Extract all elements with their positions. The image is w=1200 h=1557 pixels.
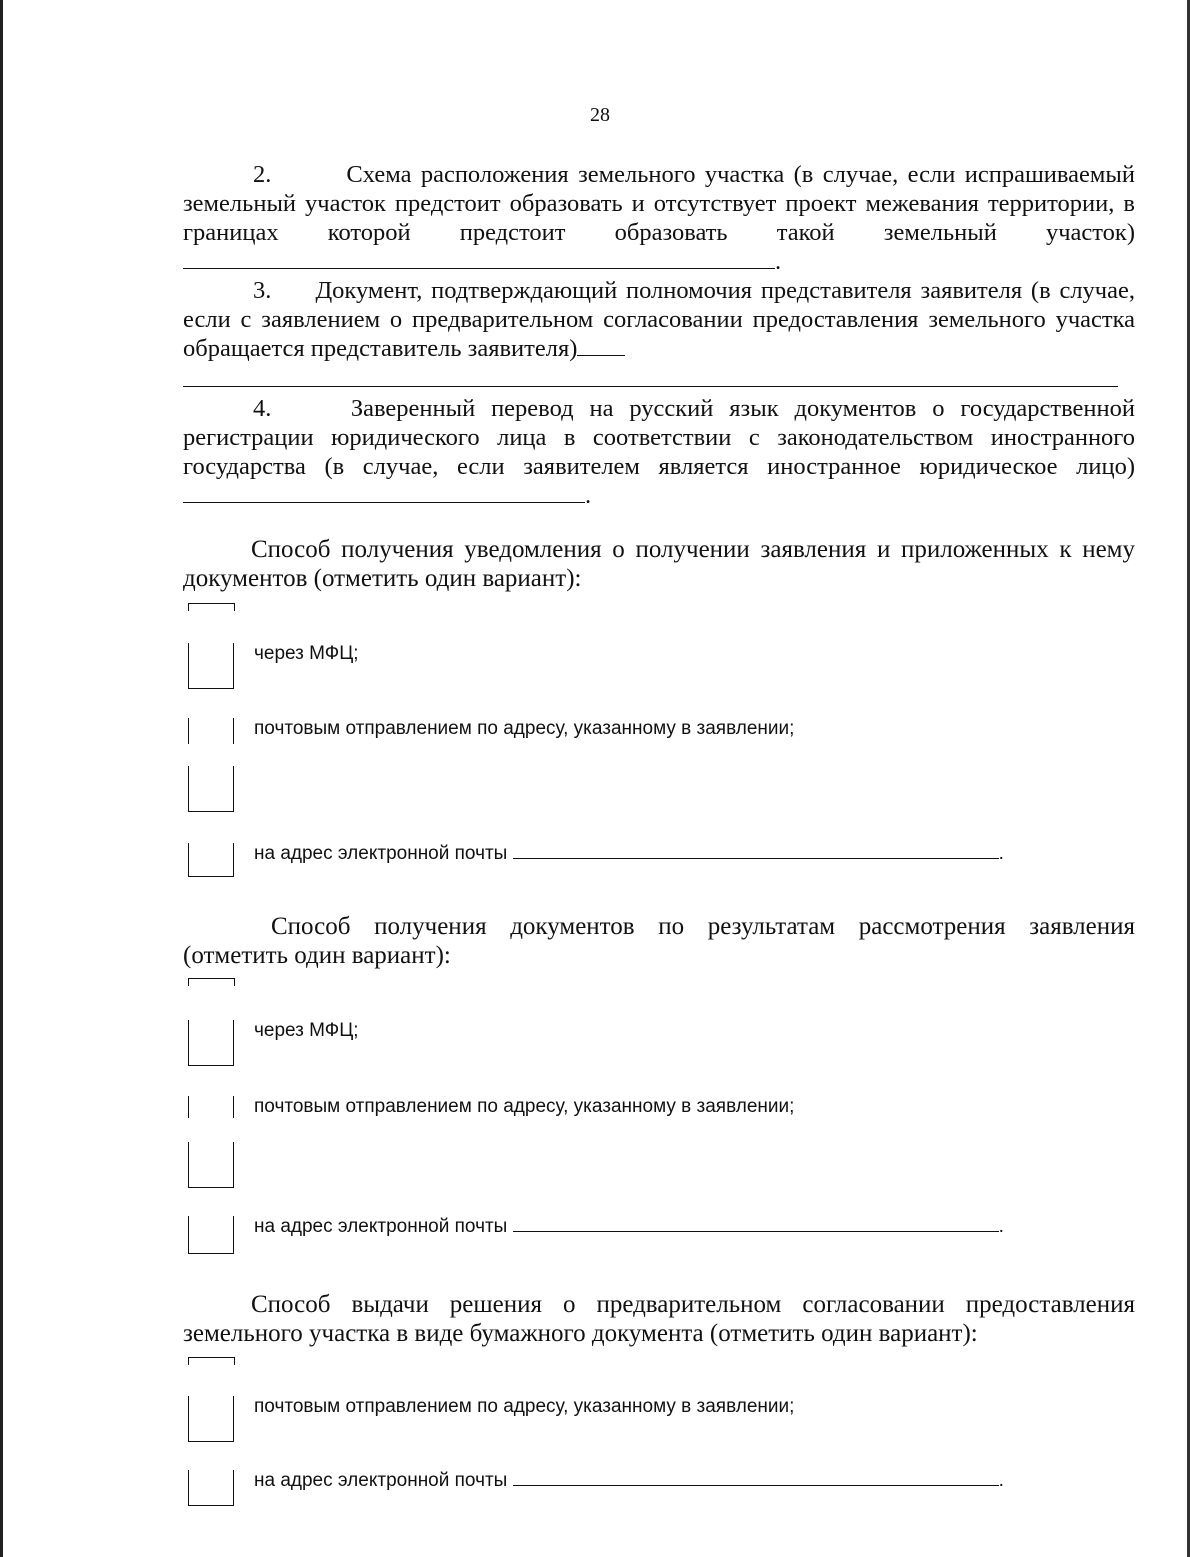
email-input-line[interactable] xyxy=(513,844,999,859)
fill-in-line[interactable] xyxy=(577,337,625,356)
fill-in-line[interactable] xyxy=(183,250,775,269)
list-item-3: 3. Документ, подтверждающий полномочия представителя заявителя (в случае, если с заявлением о предварительном согласовании предоставления земельного участка обращается представитель заявителя) xyxy=(183,277,1135,362)
checkbox[interactable] xyxy=(188,718,234,744)
list-item-text: Схема расположения земельного участка (в случае, если испрашиваемый земельный участок предстоит образовать и отсутствует проект межевания территории, в границах которой предстоит образовать такой земельный участок) xyxy=(183,161,1135,246)
checkbox[interactable] xyxy=(188,1470,234,1506)
email-input-line[interactable] xyxy=(513,1471,999,1486)
checkbox[interactable] xyxy=(188,643,234,689)
list-item-text: Заверенный перевод на русский язык документов о государственной регистрации юридического лица в соответствии с законодательством иностранного государства (в случае, если заявителем является иностранное юридическое лицо) xyxy=(183,395,1136,480)
checkbox[interactable] xyxy=(188,1142,234,1188)
page-number: 28 xyxy=(590,104,610,126)
checkbox[interactable] xyxy=(188,1020,234,1066)
fill-in-line[interactable] xyxy=(183,484,585,503)
checkbox-top-edge xyxy=(188,603,235,611)
fill-in-line-continuation[interactable] xyxy=(183,386,1118,387)
page-edge-left xyxy=(0,0,3,1557)
list-item-2: 2. Схема расположения земельного участка (в случае, если испрашиваемый земельный участок предстоит образовать и отсутствует проект межевания территории, в границах которой предстоит образовать такой земельный участок). xyxy=(183,161,1135,275)
section-heading-decision-issue-method: Способ выдачи решения о предварительном согласовании предоставления земельного участка в виде бумажного документа (отметить один вариант): xyxy=(183,1291,1135,1347)
checkbox[interactable] xyxy=(188,1396,234,1442)
checkbox-top-edge xyxy=(188,978,235,986)
list-item-text: Документ, подтверждающий полномочия представителя заявителя (в случае, если с заявлением о предварительном согласовании предоставления земельного участка обращается представитель заявителя) xyxy=(183,277,1135,362)
checkbox[interactable] xyxy=(188,843,234,877)
checkbox[interactable] xyxy=(188,1096,234,1118)
list-item-4: 4. Заверенный перевод на русский язык документов о государственной регистрации юридического лица в соответствии с законодательством иностранного государства (в случае, если заявителем является иностранное юридическое лицо). xyxy=(183,395,1136,509)
email-input-line[interactable] xyxy=(513,1217,999,1232)
checkbox[interactable] xyxy=(188,1216,234,1254)
section-heading-notification-method: Способ получения уведомления о получении заявления и приложенных к нему документов (отметить один вариант): xyxy=(183,536,1135,592)
page-edge-right xyxy=(1187,0,1190,1557)
checkbox-top-edge xyxy=(188,1357,235,1365)
section-heading-documents-method: Способ получения документов по результатам рассмотрения заявления (отметить один вариант): xyxy=(183,913,1135,969)
checkbox[interactable] xyxy=(188,766,234,812)
